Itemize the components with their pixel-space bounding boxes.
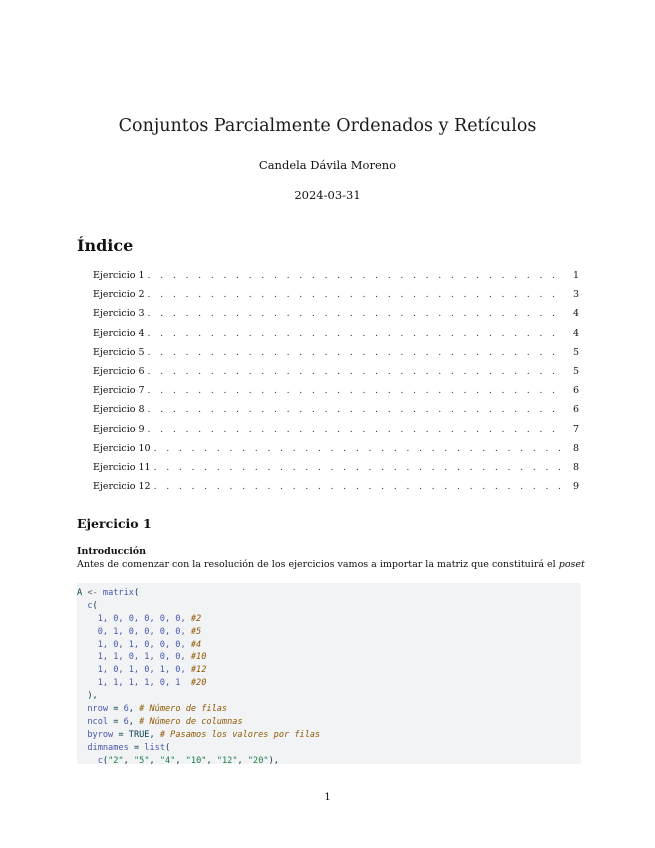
code-token: (	[165, 742, 171, 753]
code-line	[77, 626, 581, 639]
code-line	[77, 600, 581, 613]
code-line	[77, 651, 581, 664]
code-token: # Pasamos los valores por filas	[159, 729, 321, 740]
code-token: 1, 0, 1, 0, 1, 0,	[97, 665, 191, 676]
toc-entry-page: 5	[572, 346, 579, 358]
toc-entry[interactable]	[93, 462, 579, 481]
code-token: 1, 0, 0, 0, 0, 0,	[97, 613, 191, 624]
toc-entry-label: Ejercicio 12	[93, 481, 151, 493]
toc-leader-dots	[154, 462, 562, 473]
code-token: #5	[190, 626, 202, 637]
code-lines	[77, 583, 581, 764]
code-token: matrix	[102, 588, 134, 598]
code-token	[77, 665, 98, 675]
code-token: A	[77, 588, 88, 598]
toc-entry[interactable]	[93, 424, 579, 443]
intro-paragraph-text: Antes de comenzar con la resolución de los ejercicios vamos a importar la matriz que constituirá el	[77, 559, 556, 570]
code-token: c	[87, 600, 93, 611]
code-token: (	[102, 755, 109, 764]
code-token: 1, 0, 1, 0, 0, 0,	[97, 639, 191, 650]
code-line	[77, 613, 581, 626]
code-line	[77, 742, 581, 755]
toc-entry-label: Ejercicio 2	[93, 289, 145, 301]
toc-entry-page: 7	[572, 423, 579, 435]
code-line	[77, 729, 581, 742]
code-token	[77, 652, 98, 662]
toc-entry-page: 1	[572, 270, 579, 281]
code-token: ,	[128, 704, 140, 715]
code-token: =	[108, 716, 124, 727]
code-token: 6	[123, 704, 129, 715]
code-token	[77, 717, 87, 727]
document-date: 2024-03-31	[294, 188, 361, 202]
code-token: TRUE	[128, 729, 150, 740]
toc-entry-page: 6	[572, 404, 579, 416]
toc-entry[interactable]	[93, 289, 579, 308]
code-token: =	[128, 742, 145, 753]
toc-entry-page: 3	[572, 289, 579, 301]
toc-entry[interactable]	[93, 385, 579, 404]
toc-leader-dots	[148, 328, 562, 339]
toc-leader-dots	[148, 270, 562, 281]
code-token: "20"	[247, 755, 269, 764]
toc-entry-page: 5	[572, 365, 579, 377]
code-token	[77, 743, 87, 753]
code-token	[77, 640, 98, 650]
code-token: # Número de filas	[139, 704, 228, 715]
toc-entry-page: 8	[572, 461, 579, 473]
document-author: Candela Dávila Moreno	[258, 158, 397, 172]
toc-leader-dots	[148, 347, 562, 358]
code-line	[77, 716, 581, 729]
code-token	[77, 601, 87, 611]
toc-entry-label: Ejercicio 9	[93, 423, 145, 435]
intro-paragraph	[77, 559, 585, 570]
code-token: #12	[190, 665, 207, 676]
toc-entry-page: 6	[572, 385, 579, 397]
toc-entry-page: 9	[572, 481, 579, 493]
code-line	[77, 587, 581, 600]
code-line	[77, 703, 581, 716]
code-token: =	[113, 729, 129, 740]
toc-leader-dots	[148, 404, 562, 415]
code-token: #20	[190, 678, 207, 689]
code-token: ,	[149, 755, 160, 764]
code-token: c	[97, 755, 103, 764]
code-token	[77, 678, 98, 688]
toc-entry-label: Ejercicio 6	[93, 365, 145, 377]
toc-leader-dots	[148, 424, 562, 435]
code-token: ),	[77, 691, 98, 702]
code-token: list	[144, 742, 165, 753]
code-token: ,	[237, 755, 248, 764]
code-token: 0, 1, 0, 0, 0, 0,	[97, 626, 191, 637]
code-token: "2"	[108, 755, 124, 764]
code-token: ,	[206, 755, 217, 764]
code-token: 1, 1, 0, 1, 0, 0,	[97, 652, 191, 663]
code-token	[77, 730, 87, 740]
toc-entry-page: 4	[572, 327, 579, 339]
code-token: dimnames	[87, 742, 129, 753]
code-token: "10"	[185, 755, 207, 764]
toc-entry-label: Ejercicio 4	[93, 327, 145, 339]
code-line	[77, 755, 581, 764]
code-token: #2	[190, 613, 202, 624]
code-line	[77, 639, 581, 652]
code-line	[77, 677, 581, 690]
code-line	[77, 690, 581, 703]
toc-entry-label: Ejercicio 1	[93, 270, 145, 281]
toc-entry-label: Ejercicio 5	[93, 346, 145, 358]
toc-heading: Índice	[77, 236, 134, 255]
code-token: 6	[123, 716, 129, 727]
toc-leader-dots	[148, 289, 562, 300]
code-line	[77, 664, 581, 677]
toc-leader-dots	[154, 481, 562, 492]
table-of-contents	[93, 270, 579, 500]
code-token: ),	[268, 755, 279, 764]
code-token: (	[133, 588, 140, 598]
toc-entry[interactable]	[93, 443, 579, 462]
code-token: #4	[190, 639, 202, 650]
code-token	[77, 704, 87, 714]
subsection-heading: Introducción	[77, 546, 147, 557]
toc-entry-label: Ejercicio 11	[93, 461, 151, 473]
toc-entry[interactable]	[93, 481, 579, 500]
toc-entry[interactable]	[93, 404, 579, 423]
code-token: ncol	[87, 716, 109, 727]
toc-entry-label: Ejercicio 3	[93, 308, 145, 320]
toc-leader-dots	[148, 308, 562, 319]
toc-entry[interactable]	[93, 366, 579, 385]
code-token: ,	[128, 716, 140, 727]
toc-entry[interactable]	[93, 347, 579, 366]
code-token: # Número de columnas	[139, 716, 243, 727]
code-block	[77, 583, 581, 764]
toc-entry-label: Ejercicio 10	[93, 442, 151, 454]
code-token: nrow	[87, 704, 109, 715]
code-token: byrow	[87, 729, 114, 740]
code-token: "12"	[216, 755, 238, 764]
toc-entry-page: 8	[572, 442, 579, 454]
toc-entry-label: Ejercicio 7	[93, 385, 145, 397]
page-number: 1	[324, 792, 331, 803]
code-token: ,	[149, 729, 160, 740]
section-heading: Ejercicio 1	[77, 516, 152, 531]
toc-leader-dots	[148, 385, 562, 396]
code-token: "5"	[133, 755, 150, 764]
code-token: 1, 1, 1, 1, 0, 1	[97, 678, 191, 689]
code-token	[77, 614, 98, 624]
intro-paragraph-emphasis: poset	[558, 559, 585, 570]
toc-leader-dots	[154, 443, 562, 454]
toc-entry[interactable]	[93, 328, 579, 347]
code-token: (	[92, 600, 98, 611]
code-token: =	[108, 704, 124, 715]
code-token: ,	[175, 755, 186, 764]
code-token: #10	[190, 652, 207, 663]
toc-entry-page: 4	[572, 308, 579, 320]
code-token	[77, 756, 98, 764]
code-token: ,	[123, 755, 134, 764]
toc-entry-label: Ejercicio 8	[93, 404, 145, 416]
toc-entry[interactable]	[93, 308, 579, 327]
code-token: <-	[87, 588, 98, 598]
code-token: "4"	[159, 755, 176, 764]
toc-leader-dots	[148, 366, 562, 377]
toc-entry[interactable]	[93, 270, 579, 289]
code-token	[77, 627, 98, 637]
document-title: Conjuntos Parcialmente Ordenados y Retículos	[118, 116, 537, 136]
